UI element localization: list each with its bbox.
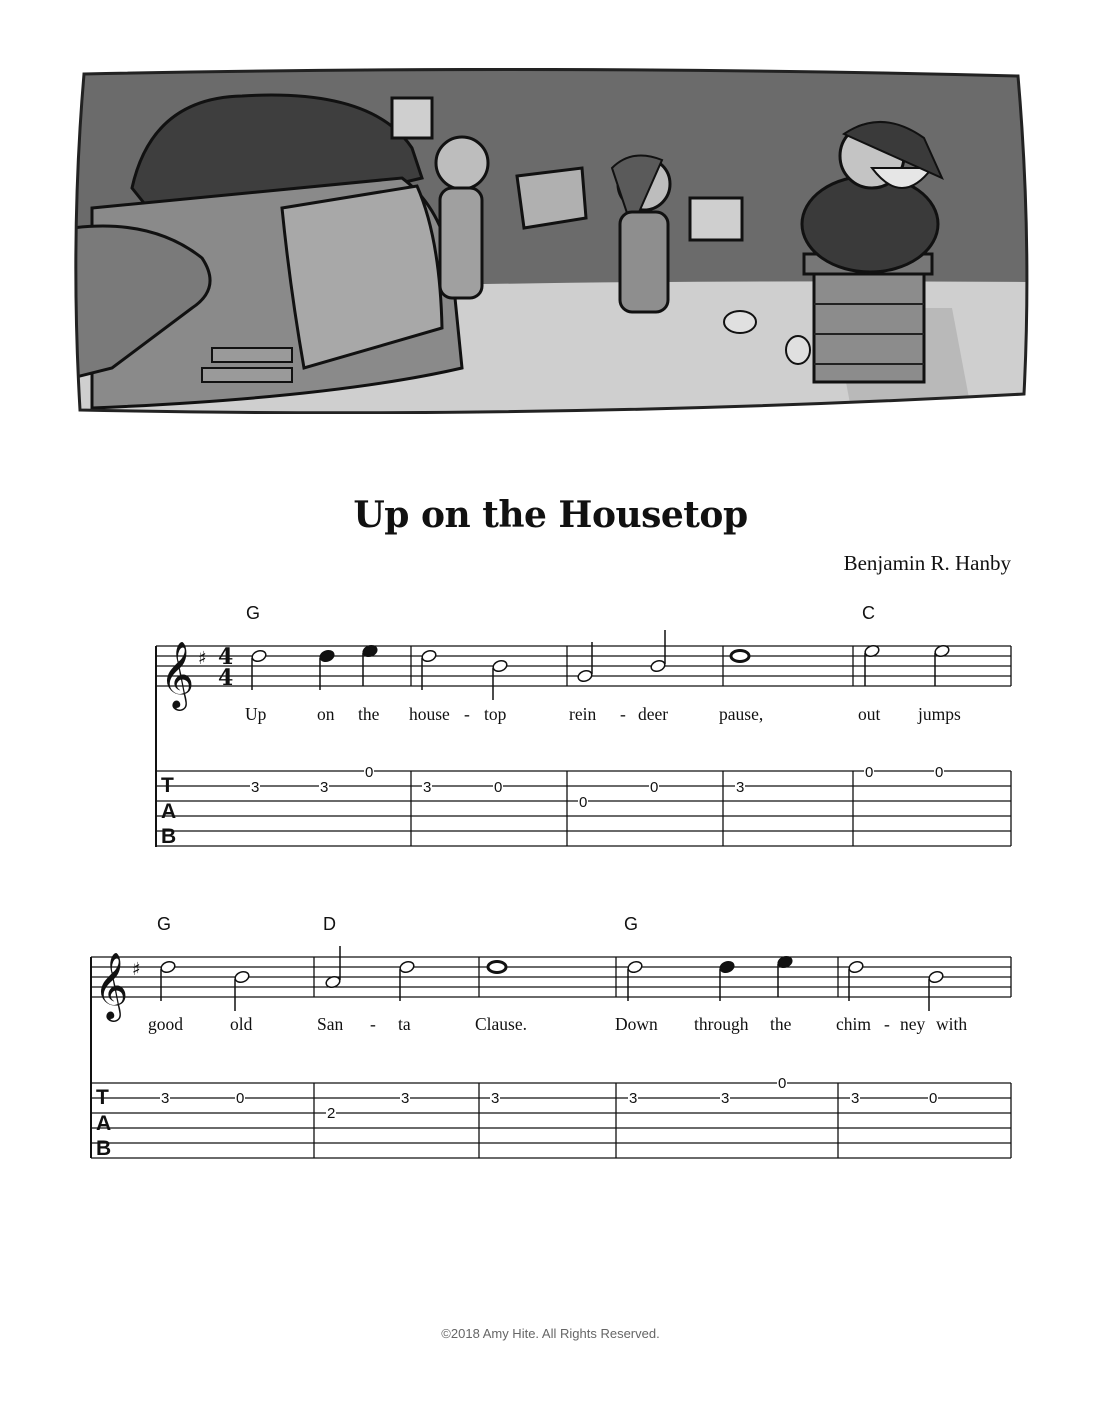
treble-clef-icon: 𝄞 <box>94 951 129 1019</box>
chord-symbol: C <box>862 603 875 623</box>
tab-fret-number: 0 <box>865 764 874 781</box>
copyright-footer: ©2018 Amy Hite. All Rights Reserved. <box>441 1326 660 1341</box>
chord-symbol: G <box>246 603 261 623</box>
tab-fret-number: 3 <box>736 779 745 796</box>
tab-fret-number: 3 <box>161 1090 170 1107</box>
sharp-icon: ♯ <box>198 648 207 669</box>
tab-fret-number: 0 <box>929 1090 938 1107</box>
tab-fret-number: 0 <box>494 779 503 796</box>
lyric-syllable: the <box>770 1014 792 1034</box>
lyric-syllable: - <box>884 1014 890 1034</box>
tab-fret-number: 3 <box>423 779 432 796</box>
tab-label-a: A <box>96 1112 112 1135</box>
lyric-syllable: Clause. <box>475 1014 528 1034</box>
lyric-syllable: ta <box>398 1014 411 1034</box>
tab-fret-number: 3 <box>851 1090 860 1107</box>
svg-text:4: 4 <box>218 665 234 691</box>
lyric-syllable: Up <box>245 704 267 724</box>
tab-label-b: B <box>161 825 177 848</box>
lyric-syllable: with <box>936 1014 968 1034</box>
chord-symbol: G <box>624 914 639 934</box>
tab-label-b: B <box>96 1137 112 1160</box>
lyric-syllable: rein <box>569 704 597 724</box>
chord-symbol: D <box>323 914 336 934</box>
lyric-syllable: good <box>148 1014 183 1034</box>
treble-clef-icon: 𝄞 <box>160 640 195 708</box>
lyric-syllable: - <box>620 704 626 724</box>
lyric-syllable: out <box>858 704 881 724</box>
lyric-syllable: chim <box>836 1014 871 1034</box>
tab-fret-number: 3 <box>721 1090 730 1107</box>
svg-text:4: 4 <box>218 644 234 670</box>
lyric-syllable: the <box>358 704 380 724</box>
lyric-syllable: on <box>317 704 335 724</box>
lyric-syllable: ney <box>900 1014 926 1034</box>
lyric-syllable: Down <box>615 1014 658 1034</box>
tab-fret-number: 3 <box>629 1090 638 1107</box>
lyric-syllable: jumps <box>918 704 961 724</box>
tab-label-t: T <box>161 774 174 797</box>
lyric-syllable: - <box>464 704 470 724</box>
tab-fret-number: 0 <box>365 764 374 781</box>
page-title: Up on the Housetop <box>353 494 748 536</box>
lyric-syllable: deer <box>638 704 669 724</box>
lyric-syllable: top <box>484 704 507 724</box>
lyric-syllable: house <box>409 704 450 724</box>
lyric-syllable: - <box>370 1014 376 1034</box>
tab-fret-number: 3 <box>401 1090 410 1107</box>
tab-fret-number: 0 <box>935 764 944 781</box>
composer-credit: Benjamin R. Hanby <box>843 551 1011 575</box>
tab-fret-number: 2 <box>327 1105 336 1122</box>
lyric-syllable: pause, <box>719 704 764 724</box>
lyric-syllable: through <box>694 1014 749 1034</box>
tab-label-a: A <box>161 800 177 823</box>
chord-symbol: G <box>157 914 172 934</box>
tab-fret-number: 3 <box>491 1090 500 1107</box>
lyric-syllable: old <box>230 1014 253 1034</box>
lyric-syllable: San <box>317 1014 344 1034</box>
sharp-icon: ♯ <box>132 959 141 980</box>
tab-fret-number: 3 <box>320 779 329 796</box>
tab-label-t: T <box>96 1086 109 1109</box>
tab-fret-number: 0 <box>650 779 659 796</box>
tab-fret-number: 0 <box>579 794 588 811</box>
tab-fret-number: 0 <box>236 1090 245 1107</box>
tab-fret-number: 3 <box>251 779 260 796</box>
tab-fret-number: 0 <box>778 1075 787 1092</box>
